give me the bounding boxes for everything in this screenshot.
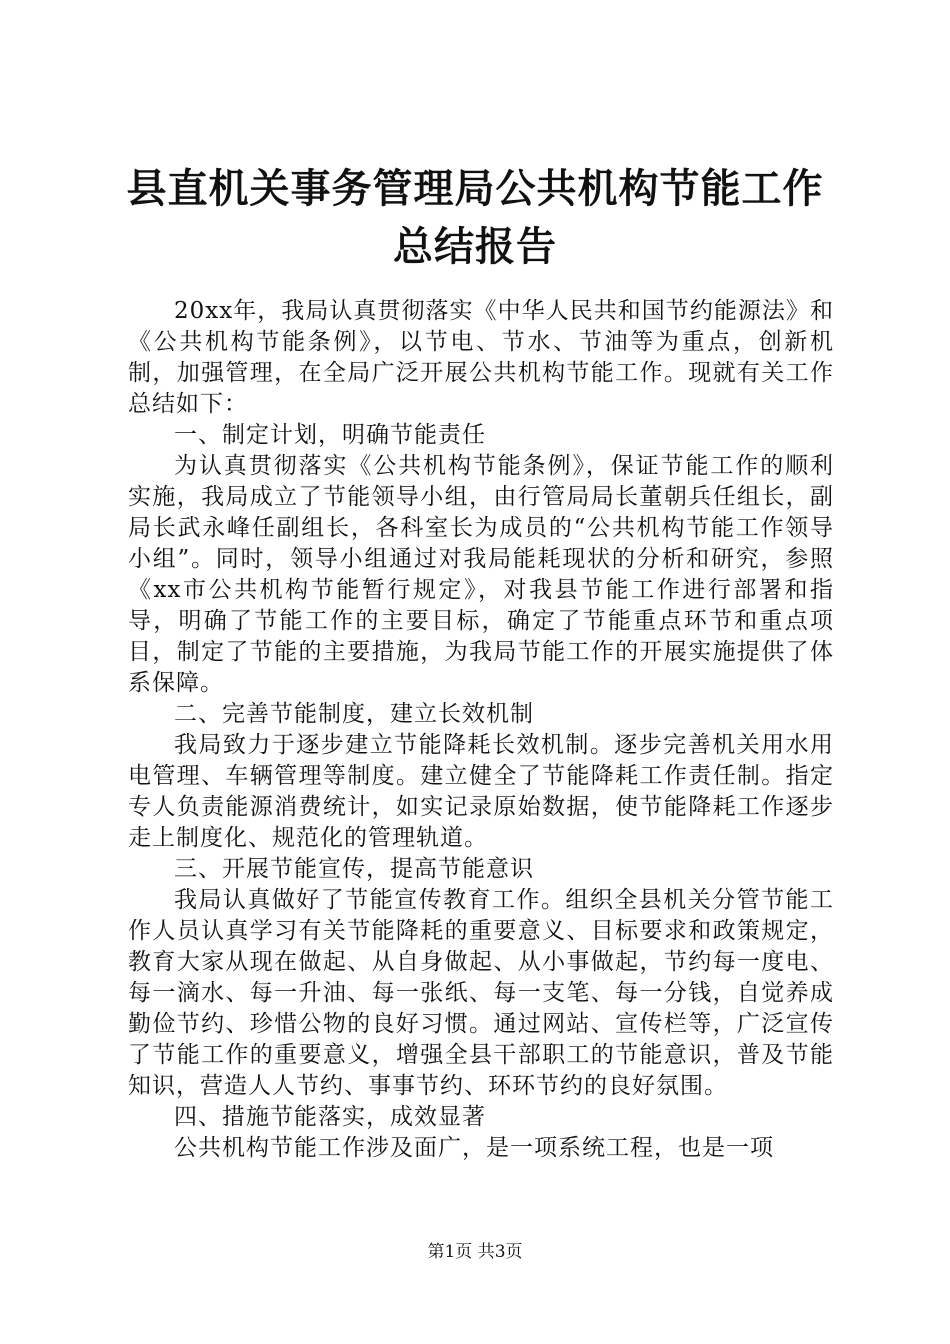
intro-paragraph: 20xx年，我局认真贯彻落实《中华人民共和国节约能源法》和《公共机构节能条例》，以节电、节水、节油等为重点，创新机制，加强管理，在全局广泛开展公共机构节能工作。现就有关工作总结如下： bbox=[128, 298, 834, 417]
section-heading-4: 四、措施节能落实，成效显著 bbox=[174, 1104, 486, 1130]
section-heading-2: 二、完善节能制度，建立长效机制 bbox=[174, 701, 534, 727]
document-body bbox=[128, 296, 834, 1164]
section-heading-1: 一、制定计划，明确节能责任 bbox=[174, 422, 486, 448]
page-footer: 第1页 共3页 bbox=[427, 1242, 523, 1262]
section-paragraph-4: 公共机构节能工作涉及面广，是一项系统工程，也是一项 bbox=[174, 1135, 774, 1161]
document-title: 县直机关事务管理局公共机构节能工作总结报告 bbox=[126, 166, 824, 270]
section-heading-3: 三、开展节能宣传，提高节能意识 bbox=[174, 856, 534, 882]
section-paragraph-2: 我局致力于逐步建立节能降耗长效机制。逐步完善机关用水用电管理、车辆管理等制度。建立健全了节能降耗工作责任制。指定专人负责能源消费统计，如实记录原始数据，使节能降耗工作逐步走上制度化、规范化的管理轨道。 bbox=[128, 732, 834, 851]
section-paragraph-1: 为认真贯彻落实《公共机构节能条例》，保证节能工作的顺利实施，我局成立了节能领导小组，由行管局局长董朝兵任组长，副局长武永峰任副组长，各科室长为成员的“公共机构节能工作领导小组”。同时，领导小组通过对我局能耗现状的分析和研究，参照《xx市公共机构节能暂行规定》，对我县节能工作进行部署和指导，明确了节能工作的主要目标，确定了节能重点环节和重点项目，制定了节能的主要措施，为我局节能工作的开展实施提供了体系保障。 bbox=[128, 453, 834, 696]
section-paragraph-3: 我局认真做好了节能宣传教育工作。组织全县机关分管节能工作人员认真学习有关节能降耗的重要意义、目标要求和政策规定，教育大家从现在做起、从自身做起、从小事做起，节约每一度电、每一滴水、每一升油、每一张纸、每一支笔、每一分钱，自觉养成勤俭节约、珍惜公物的良好习惯。通过网站、宣传栏等，广泛宣传了节能工作的重要意义，增强全县干部职工的节能意识，普及节能知识，营造人人节约、事事节约、环环节约的良好氛围。 bbox=[128, 887, 834, 1099]
